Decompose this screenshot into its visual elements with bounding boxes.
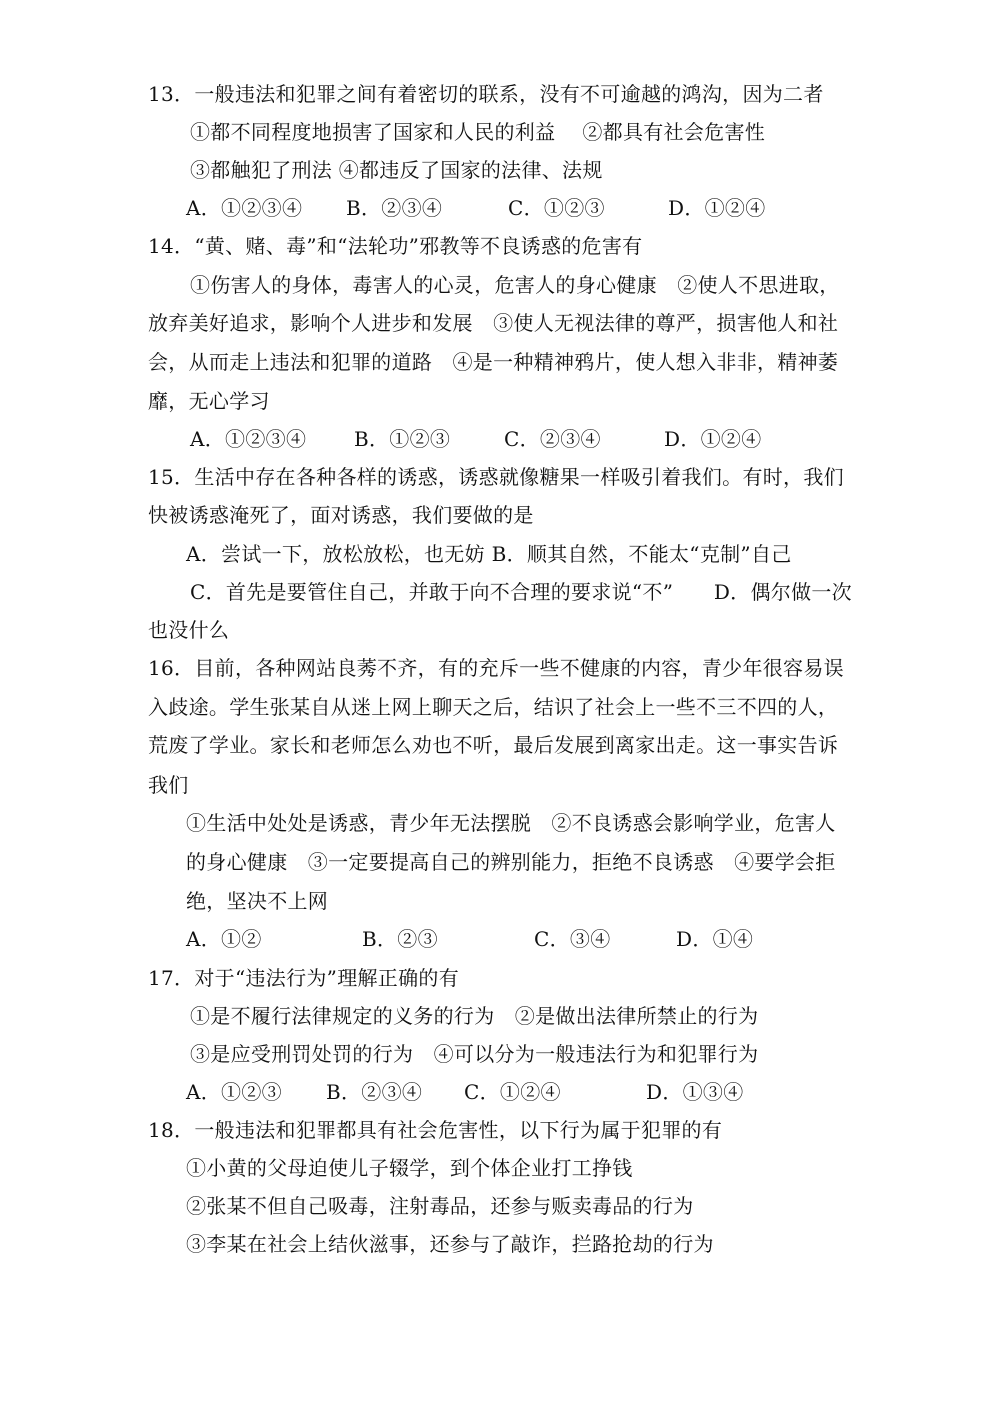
question-15-choice-line: C．首先是要管住自己，并敢于向不合理的要求说“不” D．偶尔做一次: [190, 580, 852, 604]
question-14-item-line: 放弃美好追求，影响个人进步和发展 ③使人无视法律的尊严，损害他人和社: [148, 311, 839, 335]
option-d: D．①②④: [668, 196, 766, 220]
option-d: D．①④: [676, 927, 754, 951]
option-c: C．②③④: [504, 427, 601, 451]
question-16-stem: 入歧途。学生张某自从迷上网上聊天之后，结识了社会上一些不三不四的人，: [148, 695, 839, 719]
question-17-item-line: ③是应受刑罚处罚的行为 ④可以分为一般违法行为和犯罪行为: [190, 1042, 759, 1066]
question-16-item-line: ①生活中处处是诱惑，青少年无法摆脱 ②不良诱惑会影响学业，危害人: [186, 811, 836, 835]
question-16-stem: 16．目前，各种网站良莠不齐，有的充斥一些不健康的内容，青少年很容易误: [148, 656, 844, 680]
question-14-item-line: 靡，无心学习: [148, 389, 270, 413]
question-18-item-line: ③李某在社会上结伙滋事，还参与了敲诈，拦路抢劫的行为: [186, 1232, 714, 1256]
question-17-item-line: ①是不履行法律规定的义务的行为 ②是做出法律所禁止的行为: [190, 1004, 759, 1028]
option-b: B．②③④: [326, 1080, 423, 1104]
question-17-stem: 17．对于“违法行为”理解正确的有: [148, 966, 459, 990]
option-d: D．①②④: [664, 427, 762, 451]
option-c: C．①②③: [508, 196, 605, 220]
question-14-item-line: ①伤害人的身体，毒害人的心灵，危害人的身心健康 ②使人不思进取，: [190, 273, 840, 297]
question-13-item-line: ①都不同程度地损害了国家和人民的利益 ②都具有社会危害性: [190, 120, 766, 144]
question-16-item-line: 绝，坚决不上网: [186, 889, 329, 913]
option-a: A．①②: [186, 927, 262, 951]
question-16-stem: 我们: [148, 773, 189, 797]
question-14-stem: 14．“黄、赌、毒”和“法轮功”邪教等不良诱惑的危害有: [148, 234, 643, 258]
option-a: A．①②③④: [186, 196, 303, 220]
question-15-stem: 15．生活中存在各种各样的诱惑，诱惑就像糖果一样吸引着我们。有时，我们: [148, 465, 844, 489]
question-18-item-line: ②张某不但自己吸毒，注射毒品，还参与贩卖毒品的行为: [186, 1194, 694, 1218]
option-b: B．①②③: [354, 427, 451, 451]
option-b: B．②③④: [346, 196, 443, 220]
question-15-stem: 快被诱惑淹死了，面对诱惑，我们要做的是: [148, 503, 534, 527]
option-d: D．①③④: [646, 1080, 744, 1104]
option-c: C．③④: [534, 927, 611, 951]
option-a: A．①②③④: [190, 427, 307, 451]
question-16-stem: 荒废了学业。家长和老师怎么劝也不听，最后发展到离家出走。这一事实告诉: [148, 733, 839, 757]
question-15-choice-line: 也没什么: [148, 618, 230, 642]
option-c: C．①②④: [464, 1080, 561, 1104]
question-13-item-line: ③都触犯了刑法 ④都违反了国家的法律、法规: [190, 158, 603, 182]
question-16-item-line: 的身心健康 ③一定要提高自己的辨别能力，拒绝不良诱惑 ④要学会拒: [186, 850, 836, 874]
question-18-stem: 18．一般违法和犯罪都具有社会危害性，以下行为属于犯罪的有: [148, 1118, 723, 1142]
option-a: A．①②③: [186, 1080, 282, 1104]
option-b: B．②③: [362, 927, 438, 951]
question-18-item-line: ①小黄的父母迫使儿子辍学，到个体企业打工挣钱: [186, 1156, 633, 1180]
question-15-choice-line: A．尝试一下，放松放松，也无妨 B．顺其自然，不能太“克制”自己: [186, 542, 792, 566]
question-14-item-line: 会，从而走上违法和犯罪的道路 ④是一种精神鸦片，使人想入非非，精神萎: [148, 350, 839, 374]
question-13-stem: 13．一般违法和犯罪之间有着密切的联系，没有不可逾越的鸿沟，因为二者: [148, 82, 824, 106]
